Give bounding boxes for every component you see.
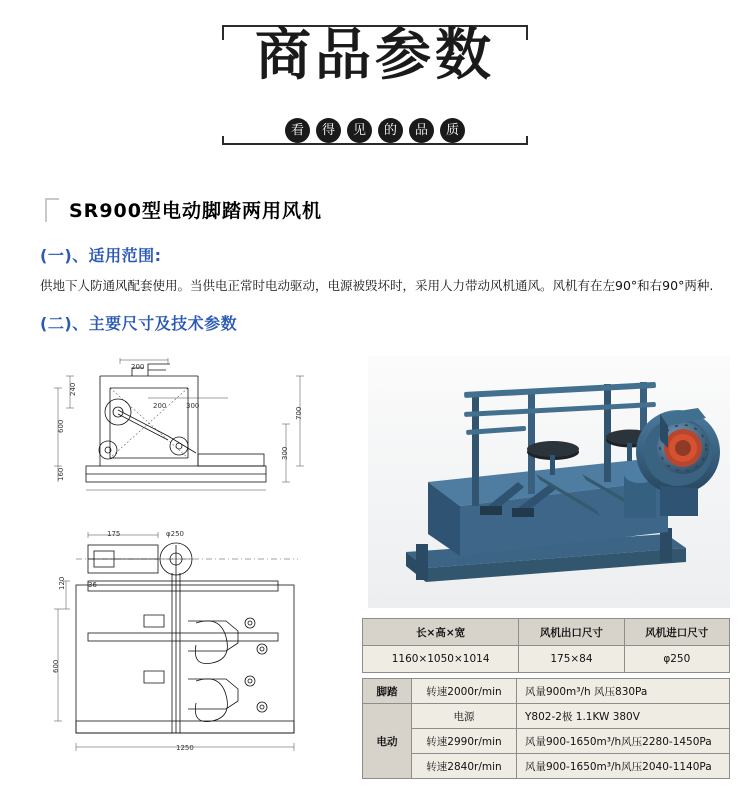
dim-label: 160 (57, 467, 65, 481)
perf-value-cell: 风量900-1650m³/h风压2280-1450Pa (517, 729, 730, 754)
banner-chip: 见 (347, 118, 372, 143)
product-title-row (45, 196, 322, 223)
dim-label: 1250 (176, 744, 194, 752)
perf-value-cell: Y802-2极 1.1KW 380V (517, 704, 730, 729)
perf-mode-cell: 电动 (363, 704, 412, 779)
table-row (363, 754, 730, 779)
spec-cell: φ250 (624, 646, 729, 673)
corner-bracket-icon (45, 198, 59, 222)
banner-subtitle (0, 118, 750, 143)
perf-param-cell: 转速2000r/min (412, 679, 517, 704)
page-title: SR900型电动脚踏两用风机 (69, 200, 322, 222)
dim-label: 300 (281, 446, 289, 460)
spec-cell: 175×84 (519, 646, 624, 673)
spec-header-cell: 风机出口尺寸 (519, 619, 624, 646)
dim-label: 240 (69, 382, 77, 396)
page-banner (0, 0, 750, 175)
section-1-body: 供地下人防通风配套使用。当供电正常时电动驱动，电源被毁坏时，采用人力带动风机通风。风机有在左90°和右90°两种. (40, 278, 714, 293)
dim-label: 36 (88, 581, 97, 589)
perf-value-cell: 风量900-1650m³/h风压2040-1140Pa (517, 754, 730, 779)
table-row (363, 646, 730, 673)
table-header-row (363, 619, 730, 646)
plan-view-drawing (48, 523, 348, 758)
side-view-drawing (48, 358, 348, 508)
banner-chip: 的 (378, 118, 403, 143)
dim-label: 200 (131, 363, 145, 371)
section-1-heading: (一)、适用范围: (40, 246, 162, 265)
dim-label: 700 (295, 406, 303, 420)
dim-label: 600 (52, 659, 60, 673)
product-photo (368, 356, 730, 608)
perf-param-cell: 转速2990r/min (412, 729, 517, 754)
perf-param-cell: 电源 (412, 704, 517, 729)
spec-cell: 1160×1050×1014 (363, 646, 519, 673)
banner-chip: 品 (409, 118, 434, 143)
dim-label: 600 (57, 419, 65, 433)
table-row (363, 704, 730, 729)
banner-chip: 得 (316, 118, 341, 143)
dim-label: 175 (107, 530, 121, 538)
perf-mode-cell: 脚踏 (363, 679, 412, 704)
dim-label: 200 (153, 402, 167, 410)
banner-title: 商品参数 (255, 23, 495, 88)
performance-table (362, 678, 730, 779)
perf-param-cell: 转速2840r/min (412, 754, 517, 779)
spec-header-cell: 长×高×宽 (363, 619, 519, 646)
dim-label: 300 (186, 402, 200, 410)
banner-chip: 质 (440, 118, 465, 143)
perf-value-cell: 风量900m³/h 风压830Pa (517, 679, 730, 704)
table-row (363, 679, 730, 704)
banner-chip: 看 (285, 118, 310, 143)
spec-header-cell: 风机进口尺寸 (624, 619, 729, 646)
dim-label: 120 (58, 576, 66, 590)
spec-table (362, 618, 730, 673)
dim-label: φ250 (166, 530, 184, 538)
section-2-heading: (二)、主要尺寸及技术参数 (40, 314, 238, 333)
table-row (363, 729, 730, 754)
